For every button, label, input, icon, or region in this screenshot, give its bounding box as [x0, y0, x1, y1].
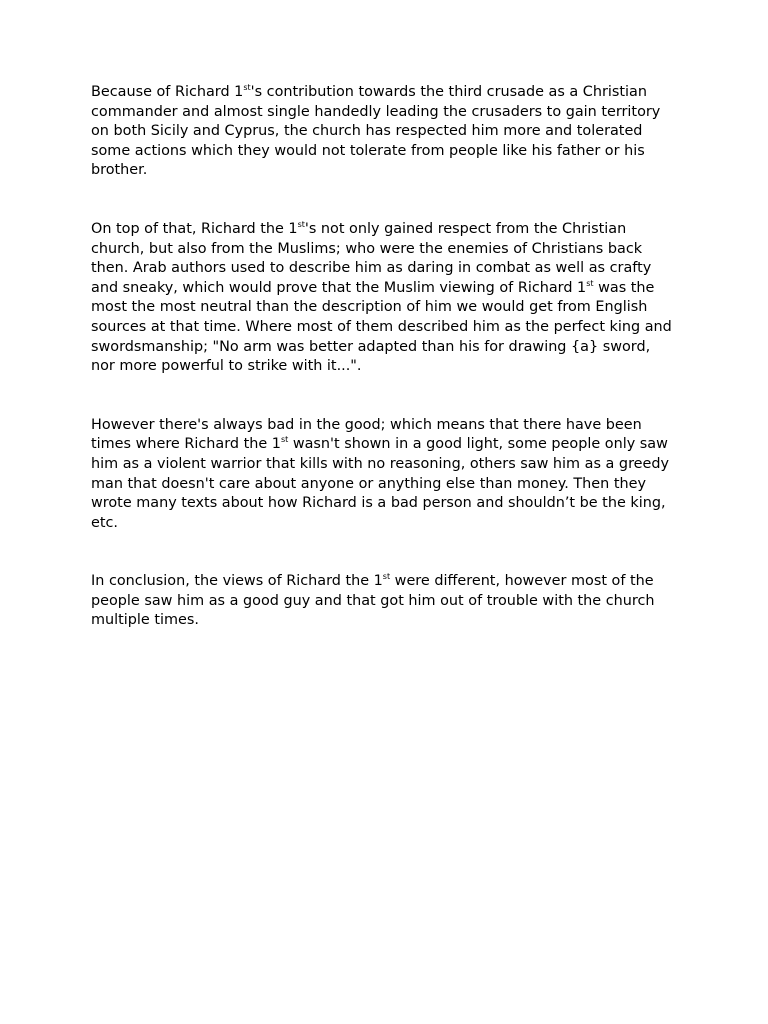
- paragraph-2-text-a: On top of that, Richard the 1: [91, 220, 298, 237]
- paragraph-4-text-b: were different, however most of the people saw him as a good guy and that got him out of trouble with the church multiple times.: [91, 573, 655, 629]
- paragraph-3: [91, 416, 677, 534]
- paragraph-2-text-b: 's not only gained respect from the Christian church, but also from the Muslims; who were the enemies of Christians back then. Arab authors used to describe him as daring in combat as well as crafty and sneaky, which would prove that the Muslim viewing of Richard 1: [91, 220, 652, 296]
- ordinal-superscript: st: [586, 278, 594, 288]
- paragraph-1-text-a: Because of Richard 1: [91, 84, 244, 100]
- paragraph-1-text-b: 's contribution towards the third crusade as a Christian commander and almost single handedly leading the crusaders to gain territory on both Sicily and Cyprus, the church has respected him more and tolerated some actions which they would not tolerate from people like his father or his brother.: [91, 84, 661, 179]
- paragraph-2-text-c: was the most the most neutral than the description of him we would get from English sources at that time. Where most of them described him as the perfect king and swordsmanship; "No arm was better adapted than his for drawing {a} sword, nor more powerful to strike with it...".: [91, 279, 672, 375]
- paragraph-1: [91, 83, 677, 181]
- ordinal-superscript: st: [382, 572, 391, 582]
- ordinal-superscript: st: [243, 83, 251, 92]
- paragraph-4-text-a: In conclusion, the views of Richard the 1: [91, 573, 383, 590]
- paragraph-3-text-a: However there's always bad in the good; which means that there have been times where Richard the 1: [91, 416, 642, 453]
- ordinal-superscript: st: [297, 219, 305, 229]
- paragraph-3-text-b: wasn't shown in a good light, some people only saw him as a violent warrior that kills with no reasoning, others saw him as a greedy man that doesn't care about anyone or anything else than money. Then they wrote many texts about how Richard is a bad person and shouldn’t be the king, etc.: [91, 436, 670, 531]
- paragraph-4: [91, 572, 677, 631]
- document-body: [91, 83, 677, 670]
- paragraph-2: [91, 220, 677, 377]
- ordinal-superscript: st: [280, 435, 289, 445]
